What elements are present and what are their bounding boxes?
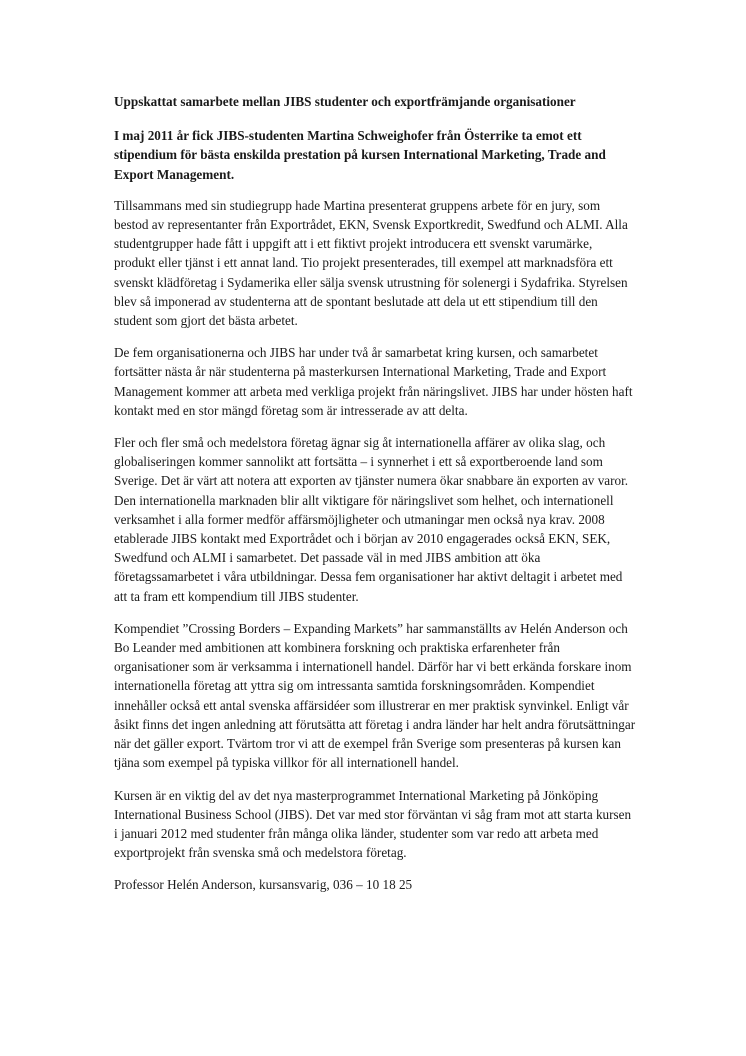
body-paragraph-4: Kompendiet ”Crossing Borders – Expanding Markets” har sammanställts av Helén Anderson och Bo Leander med ambitionen att kombinera forskning och praktiska erfarenheter från organisationer som är verksamma i internationell handel. Därför har vi bett erkända forskare inom internationella företag att yttra sig om intressanta samtida forskningsområden. Kompendiet innehåller också ett antal svenska affärsidéer som illustrerar en mer praktisk synvinkel. Enligt vår åsikt finns det ingen anledning att förutsätta att företag i andra länder har helt andra förutsättningar när det gäller export. Tvärtom tror vi att de exempel från Sverige som presenteras på kursen kan tjäna som exempel på typiska villkor för all internationell handel. xyxy=(114,620,636,771)
body-paragraph-2: De fem organisationerna och JIBS har under två år samarbetat kring kursen, och samarbetet fortsätter nästa år när studenterna på masterkursen International Marketing, Trade and Export Management kommer att arbeta med verkliga projekt från näringslivet. JIBS har under hösten haft kontakt med en stor mängd företag som är intresserade av att delta. xyxy=(114,345,633,418)
signature-line: Professor Helén Anderson, kursansvarig, 036 – 10 18 25 xyxy=(114,877,413,893)
body-paragraph-5: Kursen är en viktig del av det nya masterprogrammet International Marketing på Jönköping International Business School (JIBS). Det var med stor förväntan vi såg fram mot att starta kursen i januari 2012 med studenter från många olika länder, studenter som var redo att arbeta med exportprojekt från svenska små och medelstora företag. xyxy=(114,787,632,861)
body-paragraph-1: Tillsammans med sin studiegrupp hade Martina presenterat gruppens arbete för en jury, som bestod av representanter från Exportrådet, EKN, Svensk Exportkredit, Swedfund och ALMI. Alla studentgrupper hade fått i uppgift att i ett fiktivt projekt introducera ett svenskt varumärke, produkt eller tjänst i ett annat land. Tio projekt presenterades, till exempel att marknadsföra ett svenskt klädföretag i Sydamerika eller sälja svensk utrustning för solenergi i Sydafrika. Styrelsen blev så imponerad av studenterna att de spontant beslutade att dela ut ett stipendium till den student som gjort det bästa arbetet. xyxy=(114,197,628,329)
body-paragraph-3: Fler och fler små och medelstora företag ägnar sig åt internationella affärer av olika slag, och globaliseringen kommer sannolikt att fortsätta – i synnerhet i ett så exportberoende land som Sverige. Det är värt att notera att exporten av tjänster numera ökar snabbare än exporten av varor. Den internationella marknaden blir allt viktigare för näringslivet som helhet, och internationell verksamhet i alla former medför affärsmöjligheter och utmaningar men också nya krav. 2008 etablerade JIBS kontakt med Exportrådet och i början av 2010 engagerades också EKN, SEK, Swedfund och ALMI i samarbetet. Det passade väl in med JIBS ambition att öka företagssamarbetet i våra utbildningar. Dessa fem organisationer har aktivt deltagit i arbetet med att ta fram ett kompendium till JIBS studenter. xyxy=(114,435,629,604)
document-page xyxy=(114,92,636,895)
lead-paragraph: I maj 2011 år fick JIBS-studenten Martina Schweighofer från Österrike ta emot ett stipendium för bästa enskilda prestation på kursen International Marketing, Trade and Export Management. xyxy=(114,128,606,182)
document-title: Uppskattat samarbete mellan JIBS studenter och exportfrämjande organisationer xyxy=(114,94,576,109)
